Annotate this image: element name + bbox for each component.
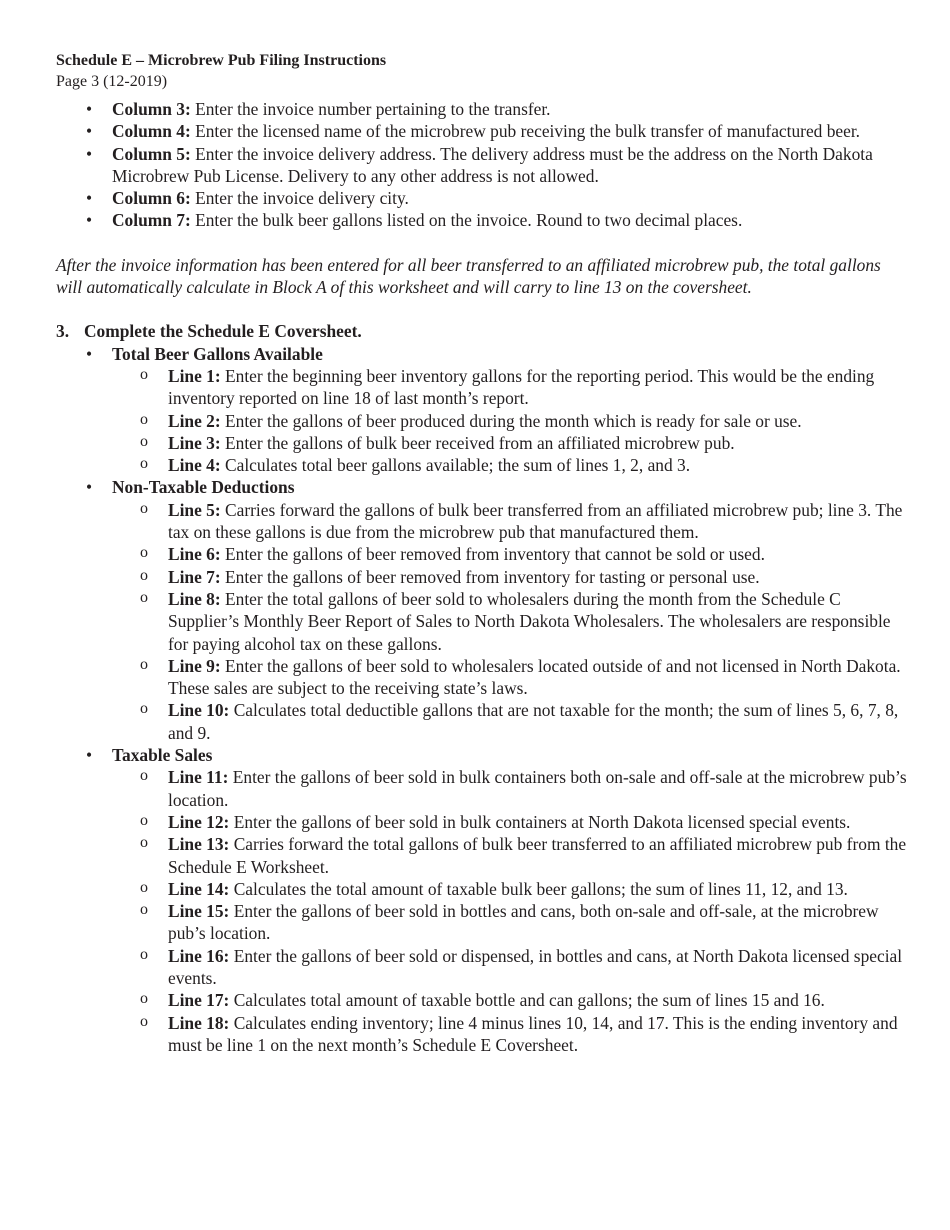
column-item bbox=[56, 98, 910, 120]
column-item bbox=[56, 187, 910, 209]
column-item bbox=[56, 120, 910, 142]
line-label: Line 14: bbox=[168, 878, 230, 899]
page-number: Page 3 (12-2019) bbox=[56, 73, 168, 90]
line-text: Enter the gallons of beer sold or dispensed, in bottles and cans, at North Dakota licensed special events. bbox=[168, 945, 903, 988]
line-label: Line 7: bbox=[168, 566, 221, 587]
line-label: Line 2: bbox=[168, 410, 221, 431]
sub-bullet-icon: o bbox=[140, 834, 148, 852]
sub-bullet-icon: o bbox=[140, 566, 148, 584]
line-label: Line 12: bbox=[168, 811, 230, 832]
column-list bbox=[56, 98, 910, 232]
line-label: Line 17: bbox=[168, 990, 230, 1011]
line-text: Calculates ending inventory; line 4 minus lines 10, 14, and 17. This is the ending inventory and must be line 1 on the next month’s Schedule E Coversheet. bbox=[168, 1012, 898, 1055]
line-item bbox=[112, 543, 910, 565]
line-text: Enter the gallons of beer sold in bottles and cans, both on-sale and off-sale, at the microbrew pub’s location. bbox=[168, 901, 879, 944]
sub-bullet-icon: o bbox=[140, 432, 148, 450]
step-heading bbox=[56, 320, 910, 342]
sub-bullet-icon: o bbox=[140, 410, 148, 428]
bullet-icon: • bbox=[86, 121, 93, 142]
line-label: Line 13: bbox=[168, 834, 230, 855]
sub-bullet-icon: o bbox=[140, 499, 148, 517]
document-body bbox=[56, 98, 910, 1056]
line-text: Carries forward the gallons of bulk beer transferred from an affiliated microbrew pub; line 3. The tax on these gallons is due from the microbrew pub that manufactured them. bbox=[168, 499, 903, 543]
line-text: Calculates total deductible gallons that are not taxable for the month; the sum of lines 5, 6, 7, 8, and 9. bbox=[168, 700, 899, 743]
column-text: Enter the invoice delivery address. The delivery address must be the address on the North Dakota Microbrew Pub License. Delivery to any other address is not allowed. bbox=[112, 143, 873, 186]
line-text: Enter the gallons of beer produced during the month which is ready for sale or use. bbox=[220, 410, 802, 431]
step-number: 3. bbox=[56, 321, 70, 342]
column-label: Column 7: bbox=[112, 210, 191, 231]
sub-bullet-icon: o bbox=[140, 655, 148, 673]
column-text: Enter the invoice number pertaining to the transfer. bbox=[190, 99, 551, 119]
line-label: Line 15: bbox=[168, 901, 230, 922]
sub-bullet-icon: o bbox=[140, 544, 148, 562]
worksheet-note: After the invoice information has been entered for all beer transferred to an affiliated microbrew pub, the total gallons will automatically calculate in Block A of this worksheet and will carry to line 13 on the coversheet. bbox=[56, 254, 881, 298]
section-title: Non-Taxable Deductions bbox=[112, 477, 295, 498]
sub-bullet-icon: o bbox=[140, 990, 148, 1008]
line-text: Enter the gallons of beer sold to wholesalers located outside of and not licensed in North Dakota. These sales are subject to the receiving state’s laws. bbox=[168, 655, 901, 699]
sub-bullet-icon: o bbox=[140, 365, 148, 383]
line-item bbox=[112, 588, 910, 655]
line-list bbox=[112, 499, 910, 744]
line-label: Line 11: bbox=[168, 767, 229, 788]
section-title: Taxable Sales bbox=[112, 745, 213, 766]
line-text: Enter the beginning beer inventory gallons for the reporting period. This would be the ending inventory reported on line 18 of last month’s report. bbox=[168, 365, 875, 409]
sub-bullet-icon: o bbox=[140, 455, 148, 473]
line-text: Enter the total gallons of beer sold to wholesalers during the month from the Schedule C Supplier’s Monthly Beer Report of Sales to North Dakota Wholesalers. The wholesalers are responsible for paying alcohol tax on these gallons. bbox=[168, 588, 891, 654]
line-text: Carries forward the total gallons of bulk beer transferred to an affiliated microbrew pub from the Schedule E Worksheet. bbox=[168, 834, 907, 877]
step-title: Complete the Schedule E Coversheet. bbox=[84, 321, 362, 342]
bullet-icon: • bbox=[86, 477, 93, 498]
line-item bbox=[112, 878, 910, 900]
line-text: Calculates total beer gallons available; the sum of lines 1, 2, and 3. bbox=[220, 455, 691, 476]
line-item bbox=[112, 655, 910, 700]
line-item bbox=[112, 945, 910, 990]
section-title: Total Beer Gallons Available bbox=[112, 343, 323, 364]
column-item bbox=[56, 143, 910, 188]
sub-bullet-icon: o bbox=[140, 767, 148, 785]
section-taxable-sales bbox=[56, 744, 910, 1056]
line-text: Enter the gallons of beer removed from inventory for tasting or personal use. bbox=[220, 566, 760, 587]
section-non-taxable-deductions bbox=[56, 476, 910, 744]
column-item bbox=[56, 209, 910, 231]
line-label: Line 8: bbox=[168, 588, 221, 609]
line-text: Enter the gallons of beer sold in bulk containers both on-sale and off-sale at the microbrew pub’s location. bbox=[168, 767, 907, 810]
bullet-icon: • bbox=[86, 143, 93, 164]
line-item bbox=[112, 365, 910, 410]
sub-bullet-icon: o bbox=[140, 1012, 148, 1030]
line-item bbox=[112, 499, 910, 544]
column-label: Column 6: bbox=[112, 188, 191, 209]
line-label: Line 5: bbox=[168, 499, 221, 520]
bullet-icon: • bbox=[86, 745, 93, 766]
line-list bbox=[112, 365, 910, 476]
bullet-icon: • bbox=[86, 188, 93, 209]
line-list bbox=[112, 766, 910, 1056]
bullet-icon: • bbox=[86, 210, 93, 231]
column-text: Enter the bulk beer gallons listed on the invoice. Round to two decimal places. bbox=[190, 210, 743, 231]
sub-bullet-icon: o bbox=[140, 901, 148, 919]
line-label: Line 6: bbox=[168, 544, 221, 565]
line-item bbox=[112, 566, 910, 588]
section-list bbox=[56, 343, 910, 1057]
line-item bbox=[112, 699, 910, 744]
sub-bullet-icon: o bbox=[140, 811, 148, 829]
line-item bbox=[112, 811, 910, 833]
line-item bbox=[112, 900, 910, 945]
section-total-beer-gallons bbox=[56, 343, 910, 477]
line-item bbox=[112, 432, 910, 454]
column-text: Enter the licensed name of the microbrew pub receiving the bulk transfer of manufactured beer. bbox=[190, 121, 861, 142]
line-item bbox=[112, 989, 910, 1011]
sub-bullet-icon: o bbox=[140, 878, 148, 896]
line-item bbox=[112, 1012, 910, 1057]
line-text: Enter the gallons of beer sold in bulk containers at North Dakota licensed special events. bbox=[229, 811, 851, 832]
line-item bbox=[112, 454, 910, 476]
sub-bullet-icon: o bbox=[140, 588, 148, 606]
line-label: Line 1: bbox=[168, 365, 221, 386]
column-label: Column 5: bbox=[112, 143, 191, 164]
line-label: Line 16: bbox=[168, 945, 230, 966]
bullet-icon: • bbox=[86, 343, 93, 364]
line-label: Line 18: bbox=[168, 1012, 230, 1033]
sub-bullet-icon: o bbox=[140, 700, 148, 718]
column-label: Column 3: bbox=[112, 99, 191, 119]
line-label: Line 10: bbox=[168, 700, 230, 721]
line-item bbox=[112, 766, 910, 811]
document-title: Schedule E – Microbrew Pub Filing Instructions bbox=[56, 52, 387, 69]
line-text: Calculates the total amount of taxable bulk beer gallons; the sum of lines 11, 12, and 13. bbox=[229, 878, 848, 899]
line-text: Enter the gallons of bulk beer received from an affiliated microbrew pub. bbox=[220, 432, 735, 453]
column-text: Enter the invoice delivery city. bbox=[190, 188, 409, 209]
line-label: Line 9: bbox=[168, 655, 221, 676]
line-text: Enter the gallons of beer removed from inventory that cannot be sold or used. bbox=[220, 544, 765, 565]
line-item bbox=[112, 833, 910, 878]
sub-bullet-icon: o bbox=[140, 945, 148, 963]
line-text: Calculates total amount of taxable bottle and can gallons; the sum of lines 15 and 16. bbox=[229, 990, 825, 1011]
line-label: Line 4: bbox=[168, 455, 221, 476]
line-item bbox=[112, 410, 910, 432]
line-label: Line 3: bbox=[168, 432, 221, 453]
column-label: Column 4: bbox=[112, 121, 191, 142]
bullet-icon: • bbox=[86, 99, 93, 119]
